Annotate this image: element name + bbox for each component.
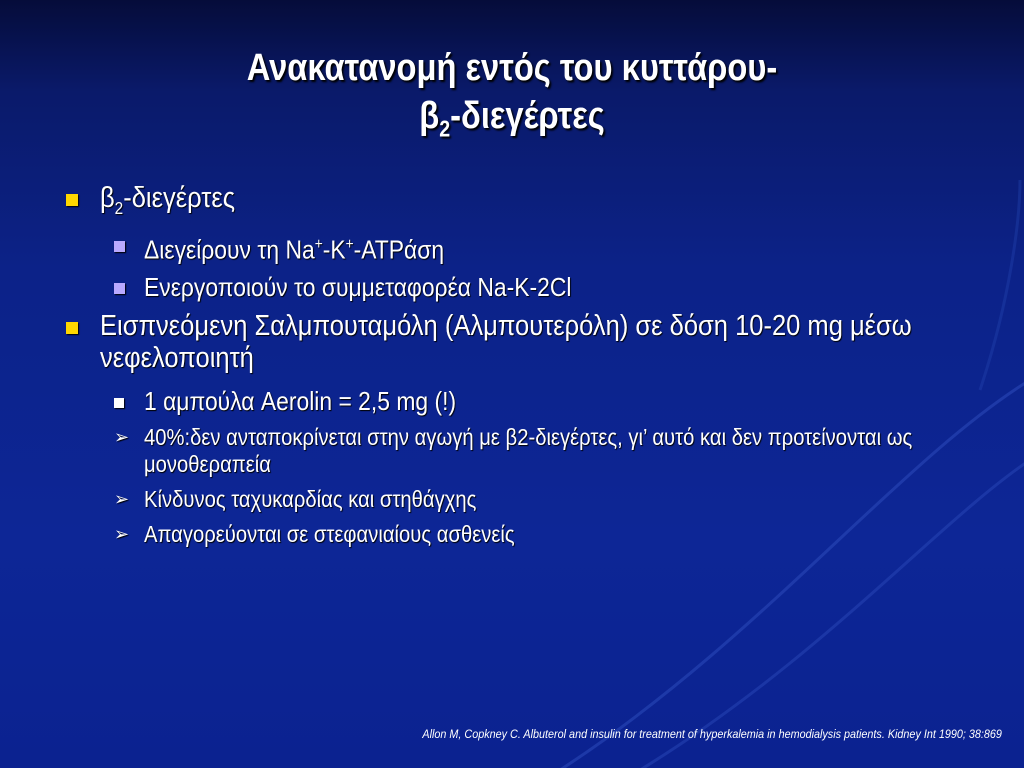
bullet-text: Ενεργοποιούν το συμμεταφορέα Na-K-2Cl [144,272,572,303]
bullet-text: Διεγείρουν τη Na+-K+-ATPάση [144,234,445,265]
bullet-cotransporter [62,272,962,302]
bullet-tachycardia [62,486,962,513]
citation-footnote: Allon M, Copkney C. Albuterol and insulin for treatment of hyperkalemia in hemodialysis patients. Kidney Int 1990; 38:869 [422,727,1002,741]
bullet-coronary [62,521,962,548]
bullet-aerolin [62,386,962,416]
title-subscript: 2 [439,115,451,142]
arrow-bullet-icon: ➢ [114,427,130,448]
arrow-bullet-icon: ➢ [114,524,130,545]
slide-title [72,44,953,153]
bullet-atpase [62,230,962,265]
bullet-monotherapy [62,424,962,478]
bullet-text: 1 αμπούλα Aerolin = 2,5 mg (!) [144,386,457,417]
bullet-text: Εισπνεόμενη Σαλμπουταμόλη (Αλμπουτερόλη) σε δόση 10-20 mg μέσω νεφελοποιητή [100,310,912,375]
arrow-bullet-icon: ➢ [114,489,130,510]
bullet-text: Απαγορεύονται σε στεφανιαίους ασθενείς [144,521,515,548]
title-line-2 [72,92,953,153]
title-beta: β [419,95,440,137]
lavender-square-bullet-icon [114,283,125,294]
bullet-beta2-agonists [62,182,962,224]
lavender-square-bullet-icon [114,241,125,252]
yellow-square-bullet-icon [66,194,78,206]
bullet-text: 40%:δεν ανταποκρίνεται στην αγωγή με β2-διεγέρτες, γι’ αυτό και δεν προτείνονται ως μονοθεραπεία [144,424,913,478]
bullet-text: $\beta_2$-διεγέρτες [100,182,235,218]
bullet-text: Κίνδυνος ταχυκαρδίας και στηθάγχης [144,486,477,513]
title-line-1: Ανακατανομή εντός του κυττάρου- [246,47,778,89]
yellow-square-bullet-icon [66,322,78,334]
bullet-list [62,182,962,556]
white-square-bullet-icon [114,398,124,408]
bullet-salbutamol [62,310,962,374]
title-rest: -διεγέρτες [450,95,605,137]
